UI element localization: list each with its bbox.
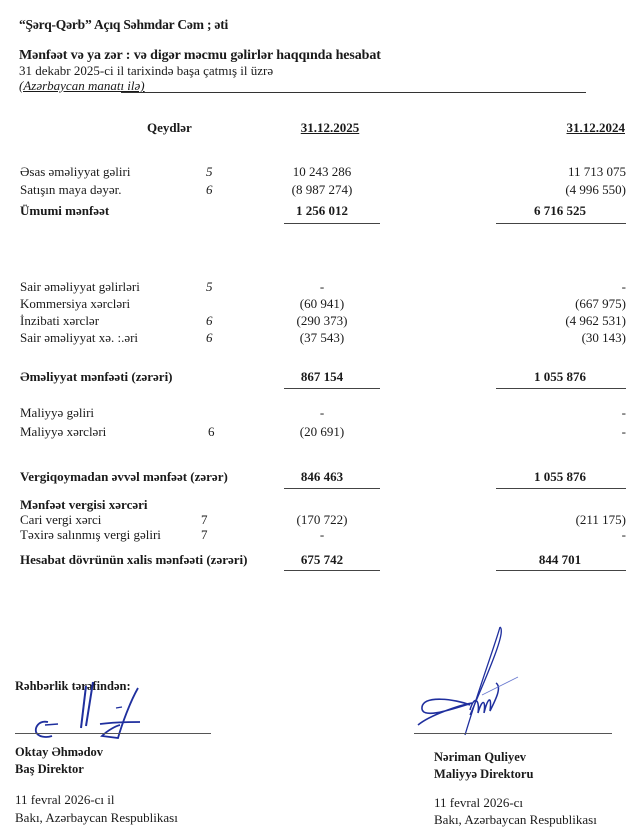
row-label: Vergiqoymadan əvvəl mənfəət (zərər) [20, 469, 228, 484]
subtotal-underline-2025 [284, 388, 380, 389]
value-2024: (4 996 550) [565, 182, 626, 197]
signer-right-date: 11 fevral 2026-cı [434, 795, 524, 810]
value-2024: - [621, 279, 626, 294]
signer-left-name: Oktay Əhmədov [15, 745, 104, 759]
statement-title: Mənfəət və ya zər : və digər məcmu gəlirlər haqqında hesabat [19, 48, 381, 63]
column-header-2024: 31.12.2024 [566, 120, 625, 135]
value-2024: 1 055 876 [534, 469, 586, 484]
value-2025: - [319, 527, 325, 542]
signature-stroke [418, 699, 472, 725]
statement-period: 31 dekabr 2025-ci il tarixində başa çatmış il üzrə [19, 63, 274, 78]
value-2025: (8 987 274) [291, 182, 353, 197]
value-2025: (170 722) [296, 512, 348, 527]
signature-stroke [482, 677, 518, 695]
signature-stroke [470, 683, 498, 713]
row-note: 7 [201, 527, 208, 542]
signer-left-position: Baş Direktor [15, 762, 84, 776]
row-note: 6 [206, 313, 213, 328]
row-label: Hesabat dövrünün xalis mənfəəti (zərəri) [20, 552, 248, 567]
row-label: Kommersiya xərcləri [20, 296, 131, 311]
notes-column-header: Qeydlər [147, 120, 192, 135]
value-2025: 675 742 [300, 552, 344, 567]
row-label: Satışın maya dəyər. [20, 182, 122, 197]
company-name: “Şərq-Qərb” Açıq Səhmdar Cəm ; əti [19, 17, 229, 32]
value-2024: - [621, 424, 626, 439]
signature-stroke [86, 682, 93, 726]
subtotal-underline-2025 [284, 223, 380, 224]
value-2025: 10 243 286 [292, 164, 352, 179]
value-2024: (667 975) [575, 296, 626, 311]
section-heading: Mənfəət vergisi xərcəri [20, 497, 148, 512]
row-label: Maliyyə gəliri [20, 405, 95, 420]
management-label: Rəhbərlik tərəfindən: [15, 679, 131, 693]
signature-line-right [414, 733, 612, 734]
value-2025: 1 256 012 [296, 203, 348, 218]
signature-line-left [15, 733, 211, 734]
subtotal-underline-2024 [496, 388, 626, 389]
subtotal-underline-2025 [284, 488, 380, 489]
value-2025: (290 373) [296, 313, 348, 328]
total-underline-2024 [496, 570, 626, 571]
total-underline-2025 [284, 570, 380, 571]
value-2024: (30 143) [581, 330, 626, 345]
signature-stroke [102, 688, 138, 738]
signature-stroke [81, 686, 86, 728]
subtotal-underline-2024 [496, 488, 626, 489]
value-2025: (60 941) [299, 296, 345, 311]
row-label: Əməliyyat mənfəəti (zərəri) [20, 369, 173, 384]
row-label: Cari vergi xərci [20, 512, 102, 527]
signer-right-place: Bakı, Azərbaycan Respublikası [434, 812, 597, 827]
value-2024: 11 713 075 [567, 164, 626, 179]
signer-right-position: Maliyyə Direktoru [434, 767, 534, 781]
row-note: 6 [206, 182, 213, 197]
signature-stroke [465, 627, 500, 735]
signature-stroke [116, 707, 122, 708]
row-label: Sair əməliyyat xə. :.əri [20, 330, 139, 345]
subtotal-underline-2024 [496, 223, 626, 224]
value-2025: 867 154 [300, 369, 344, 384]
row-note: 6 [206, 330, 213, 345]
row-note: 7 [201, 512, 208, 527]
signature-left-icon [20, 680, 180, 740]
row-note: 5 [206, 164, 213, 179]
value-2025: (20 691) [299, 424, 345, 439]
header-divider [121, 92, 586, 93]
value-2025: 846 463 [300, 469, 344, 484]
column-header-2025: 31.12.2025 [300, 120, 360, 135]
row-label: İnzibati xərclər [20, 313, 100, 328]
value-2025: - [319, 405, 325, 420]
signature-right-icon [410, 625, 530, 740]
signature-stroke [45, 724, 58, 725]
value-2024: 1 055 876 [534, 369, 586, 384]
value-2025: (37 543) [299, 330, 345, 345]
currency-note: (Azərbaycan manatı ilə) [19, 78, 145, 93]
value-2024: (4 962 531) [565, 313, 626, 328]
signature-stroke [100, 722, 140, 724]
value-2024: - [621, 527, 626, 542]
value-2025: - [319, 279, 325, 294]
row-label: Təxirə salınmış vergi gəliri [20, 527, 161, 542]
value-2024: (211 175) [575, 512, 626, 527]
value-2024: 844 701 [538, 552, 582, 567]
row-label: Sair əməliyyat gəlirləri [20, 279, 140, 294]
row-note: 6 [208, 424, 215, 439]
signer-left-date: 11 fevral 2026-cı il [15, 792, 115, 807]
row-label: Ümumi mənfəət [20, 203, 110, 218]
signer-left-place: Bakı, Azərbaycan Respublikası [15, 810, 178, 825]
value-2024: 6 716 525 [534, 203, 586, 218]
signer-right-name: Nəriman Quliyev [434, 750, 527, 764]
row-label: Maliyyə xərcləri [20, 424, 107, 439]
row-note: 5 [206, 279, 213, 294]
row-label: Əsas əməliyyat gəliri [20, 164, 131, 179]
value-2024: - [621, 405, 626, 420]
